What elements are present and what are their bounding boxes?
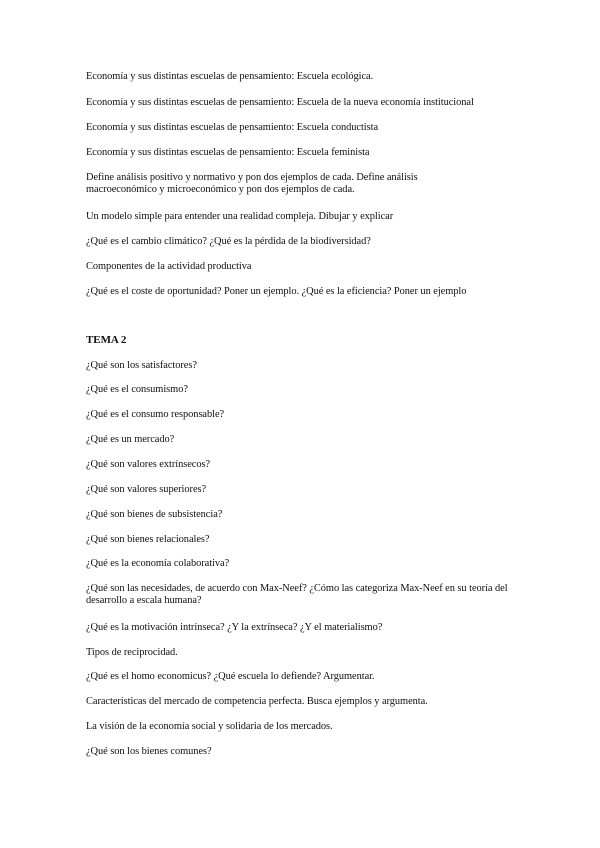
question-item: ¿Qué es la motivación intrínseca? ¿Y la extrínseca? ¿Y el materialismo? <box>86 622 383 633</box>
question-item: Características del mercado de competencia perfecta. Busca ejemplos y argumenta. <box>86 696 428 707</box>
question-item: ¿Qué son los bienes comunes? <box>86 746 212 757</box>
question-item: ¿Qué es un mercado? <box>86 434 175 445</box>
question-item: ¿Qué son los satisfactores? <box>86 360 197 371</box>
question-item: Un modelo simple para entender una realidad compleja. Dibujar y explicar <box>86 211 394 222</box>
question-item: ¿Qué es el coste de oportunidad? Poner un ejemplo. ¿Qué es la eficiencia? Poner un ejemplo <box>86 286 467 297</box>
question-item: ¿Qué son valores extrínsecos? <box>86 459 211 470</box>
question-item: Economía y sus distintas escuelas de pensamiento: Escuela conductista <box>86 122 379 133</box>
question-item: Define análisis positivo y normativo y pon dos ejemplos de cada. Define análisis macroeconómico y microeconómico y pon dos ejemplos de cada. <box>86 172 418 195</box>
question-item: La visión de la economía social y solidaria de los mercados. <box>86 721 333 732</box>
question-item: Tipos de reciprocidad. <box>86 647 178 658</box>
question-item: Economía y sus distintas escuelas de pensamiento: Escuela ecológica. <box>86 71 374 82</box>
question-item: ¿Qué es el consumo responsable? <box>86 409 225 420</box>
question-item: ¿Qué es la economía colaborativa? <box>86 558 230 569</box>
question-item: ¿Qué es el cambio climático? ¿Qué es la pérdida de la biodiversidad? <box>86 236 371 247</box>
question-item: Economía y sus distintas escuelas de pensamiento: Escuela de la nueva economía institucional <box>86 97 474 108</box>
question-item: ¿Qué es el consumismo? <box>86 384 188 395</box>
question-item: ¿Qué es el homo economicus? ¿Qué escuela lo defiende? Argumentar. <box>86 671 375 682</box>
question-item: ¿Qué son bienes de subsistencia? <box>86 509 223 520</box>
question-item: ¿Qué son valores superiores? <box>86 484 207 495</box>
question-item: ¿Qué son bienes relacionales? <box>86 534 210 545</box>
question-item: Componentes de la actividad productiva <box>86 261 252 272</box>
question-item: Economía y sus distintas escuelas de pensamiento: Escuela feminista <box>86 147 370 158</box>
question-item: ¿Qué son las necesidades, de acuerdo con Max-Neef? ¿Cómo las categoriza Max-Neef en su teoría del desarrollo a escala humana? <box>86 583 508 606</box>
section-heading: TEMA 2 <box>86 334 127 346</box>
